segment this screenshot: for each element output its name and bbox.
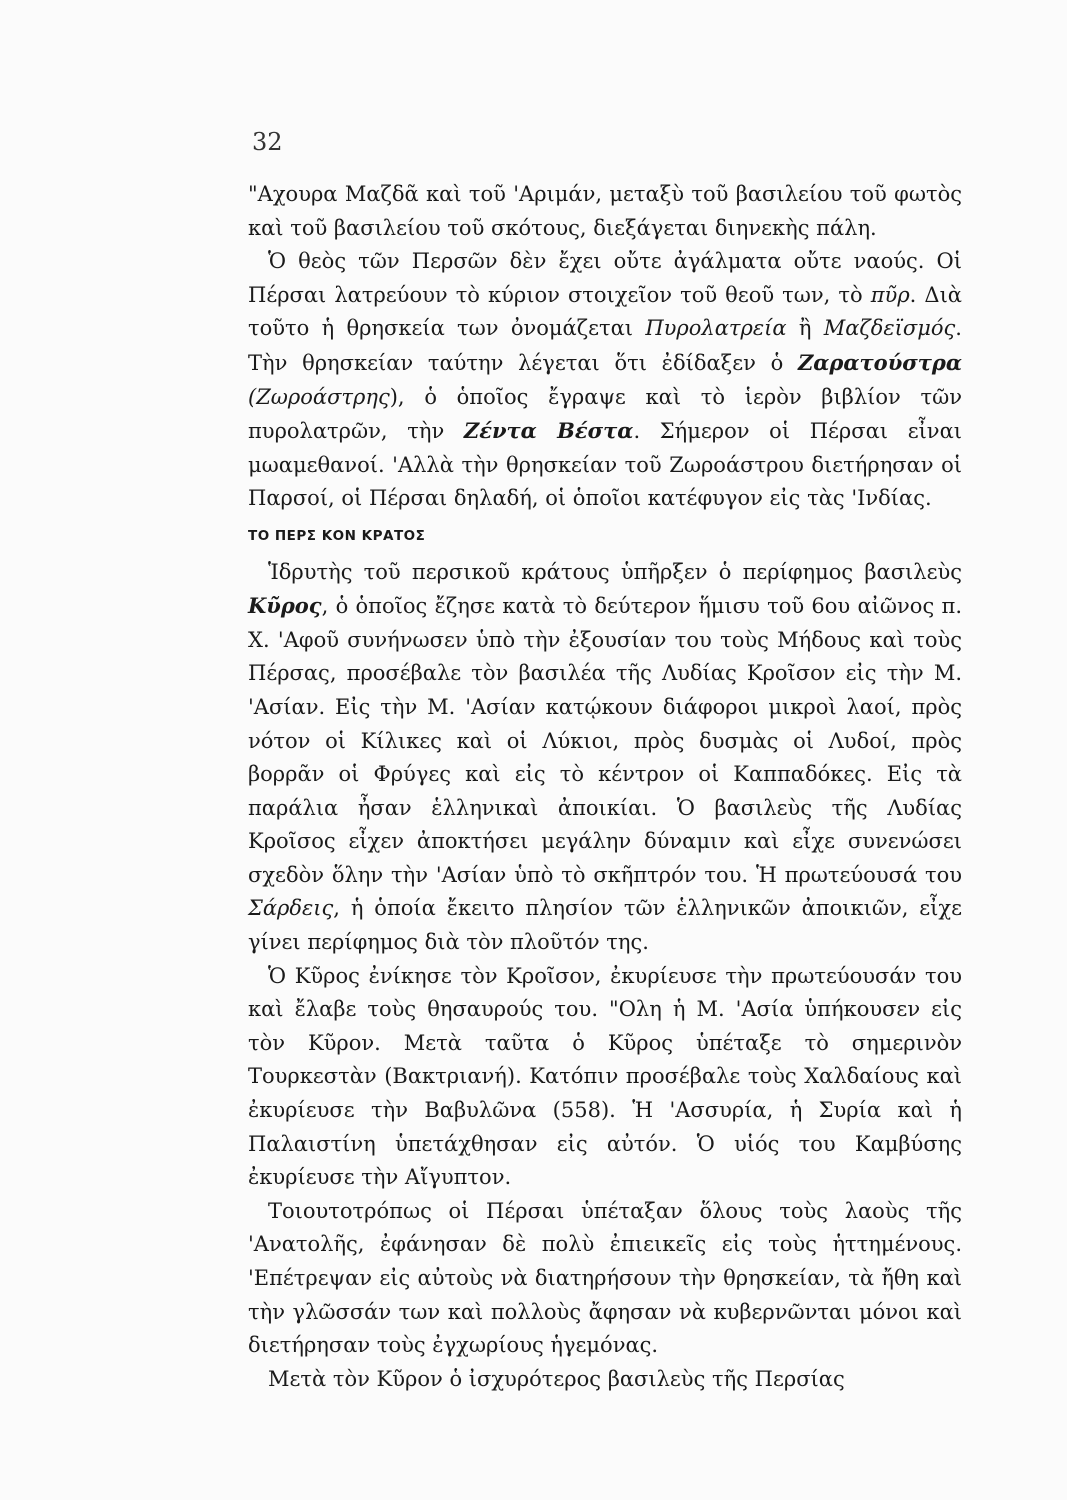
paragraph-2 xyxy=(248,245,962,516)
name-zoroastris: Ζωροάστρης xyxy=(256,384,390,409)
section-heading: ΤΟ ΠΕΡΣ ΚΟΝ ΚΡΑΤΟΣ xyxy=(248,527,426,544)
paragraph-2-text-k: ), ὁ ὁποῖος ἔγραψε καὶ τὸ ἱερὸν βιβλίον τῶν πυρολατρῶν, τὴν xyxy=(248,384,962,444)
paragraph-6: Μετὰ τὸν Κῦρον ὁ ἰσχυρότερος βασιλεὺς τῆς Περσίας xyxy=(268,1366,845,1391)
term-mazdeismos: Μαζδεϊσμός xyxy=(823,316,956,341)
paragraph-2-text-a: Ὁ θεὸς τῶν Περσῶν δὲν ἔχει οὔτε ἀγάλματα οὔτε ναούς. Οἱ Πέρσαι λατρεύουν τὸ κύριον στοιχεῖον τοῦ θεοῦ των, τὸ xyxy=(248,249,962,307)
city-sardeis: Σάρδεις xyxy=(248,896,334,921)
paragraph-5: Τοιουτοτρόπως οἱ Πέρσαι ὑπέταξαν ὅλους τοὺς λαοὺς τῆς 'Ανατολῆς, ἐφάνησαν δὲ πολὺ ἐπιεικεῖς εἰς τοὺς ἡττημένους. 'Επέτρεψαν εἰς αὐτοὺς νὰ διατηρήσουν τὴν θρησκείαν, τὰ ἤθη καὶ τὴν γλῶσσάν των καὶ πολλοὺς ἄφησαν νὰ κυβερνῶνται μόνοι καὶ διετήρησαν τοὺς ἐγχωρίους ἡγεμόνας. xyxy=(248,1198,962,1358)
paragraph-4: Ὁ Κῦρος ἐνίκησε τὸν Κροῖσον, ἐκυρίευσε τὴν πρωτεύουσάν του καὶ ἔλαβε τοὺς θησαυρούς του. "Ολη ἡ Μ. 'Ασία ὑπήκουσεν εἰς τὸν Κῦρον. Μετὰ ταῦτα ὁ Κῦρος ὑπέταξε τὸ σημερινὸν Τουρκεστὰν (Βακτριανή). Κατόπιν προσέβαλε τοὺς Χαλδαίους καὶ ἐκυρίευσε τὴν Βαβυλῶνα (558). Ἡ 'Ασσυρία, ἡ Συρία καὶ ἡ Παλαιστίνη ὑπετάχθησαν εἰς αὐτόν. Ὁ υἱός του Καμβύσης ἐκυρίευσε τὴν Αἴγυπτον. xyxy=(248,963,962,1190)
page-number: 32 xyxy=(252,128,283,156)
paragraph-3-text-c: , ὁ ὁποῖος ἔζησε κατὰ τὸ δεύτερον ἥμισυ τοῦ 6ου αἰῶνος π. Χ. 'Αφοῦ συνήνωσεν ὑπὸ τὴν ἐξουσίαν του τοὺς Μήδους καὶ τοὺς Πέρσας, προσέβαλε τὸν βασιλέα τῆς Λυδίας Κροῖσον εἰς τὴν Μ. 'Ασίαν. Εἰς τὴν Μ. 'Ασίαν κατῴκουν διάφοροι μικροὶ λαοί, πρὸς νότον οἱ Κίλικες καὶ οἱ Λύκιοι, πρὸς δυσμὰς οἱ Λυδοί, πρὸς βορρᾶν οἱ Φρύγες καὶ εἰς τὸ κέντρον οἱ Καππαδόκες. Εἰς τὰ παράλια ἦσαν ἑλληνικαὶ ἀποικίαι. Ὁ βασιλεὺς τῆς Λυδίας Κροῖσος εἶχεν ἀποκτήσει μεγάλην δύναμιν καὶ εἶχε συνενώσει σχεδὸν ὅλην τὴν 'Ασίαν ὑπὸ τὸ σκῆπτρόν του. Ἡ πρωτεύουσά του xyxy=(248,594,962,887)
paragraph-3 xyxy=(248,556,962,960)
term-pyr: πῦρ xyxy=(870,282,910,307)
paragraph-2-text-m: . Σήμερον οἱ Πέρσαι εἶναι μωαμεθανοί. 'Αλλὰ τὴν θρησκείαν τοῦ Ζωροάστρου διετήρησαν οἱ Παρσοί, οἱ Πέρσαι δηλαδή, οἱ ὁποῖοι κατέφυγον εἰς τὰς 'Ινδίας. xyxy=(248,419,962,511)
name-zaratoustra: Ζαρατούστρα xyxy=(797,349,962,375)
paragraph-3-text-a: Ἱδρυτὴς τοῦ περσικοῦ κράτους ὑπῆρξεν ὁ περίφημος βασιλεὺς xyxy=(268,559,962,584)
paragraph-2-text-e: ἢ xyxy=(786,316,824,341)
paragraph-1: "Αχουρα Μαζδᾶ καὶ τοῦ 'Αριμάν, μεταξὺ τοῦ βασιλείου τοῦ φωτὸς καὶ τοῦ βασιλείου τοῦ σκότους, διεξάγεται διηνεκὴς πάλη. xyxy=(248,182,962,240)
paragraph-2-text-g: . Τὴν θρησκείαν ταύτην λέγεται ὅτι ἐδίδαξεν ὁ xyxy=(248,316,962,375)
paragraph-2-text-c: . Διὰ τοῦτο ἡ θρησκεία των ὀνομάζεται xyxy=(248,282,962,341)
book-zenta-vesta: Ζέντα Βέστα xyxy=(463,418,634,444)
paragraph-3-text-e: , ἡ ὁποία ἔκειτο πλησίον τῶν ἑλληνικῶν ἀποικιῶν, εἶχε γίνει περίφημος διὰ τὸν πλοῦτόν της. xyxy=(248,896,962,955)
term-pyrolatreia: Πυρολατρεία xyxy=(645,316,787,341)
body-text xyxy=(248,178,962,1396)
paragraph-2-text-i: ( xyxy=(248,384,257,409)
name-kyros: Κῦρος xyxy=(248,593,322,619)
